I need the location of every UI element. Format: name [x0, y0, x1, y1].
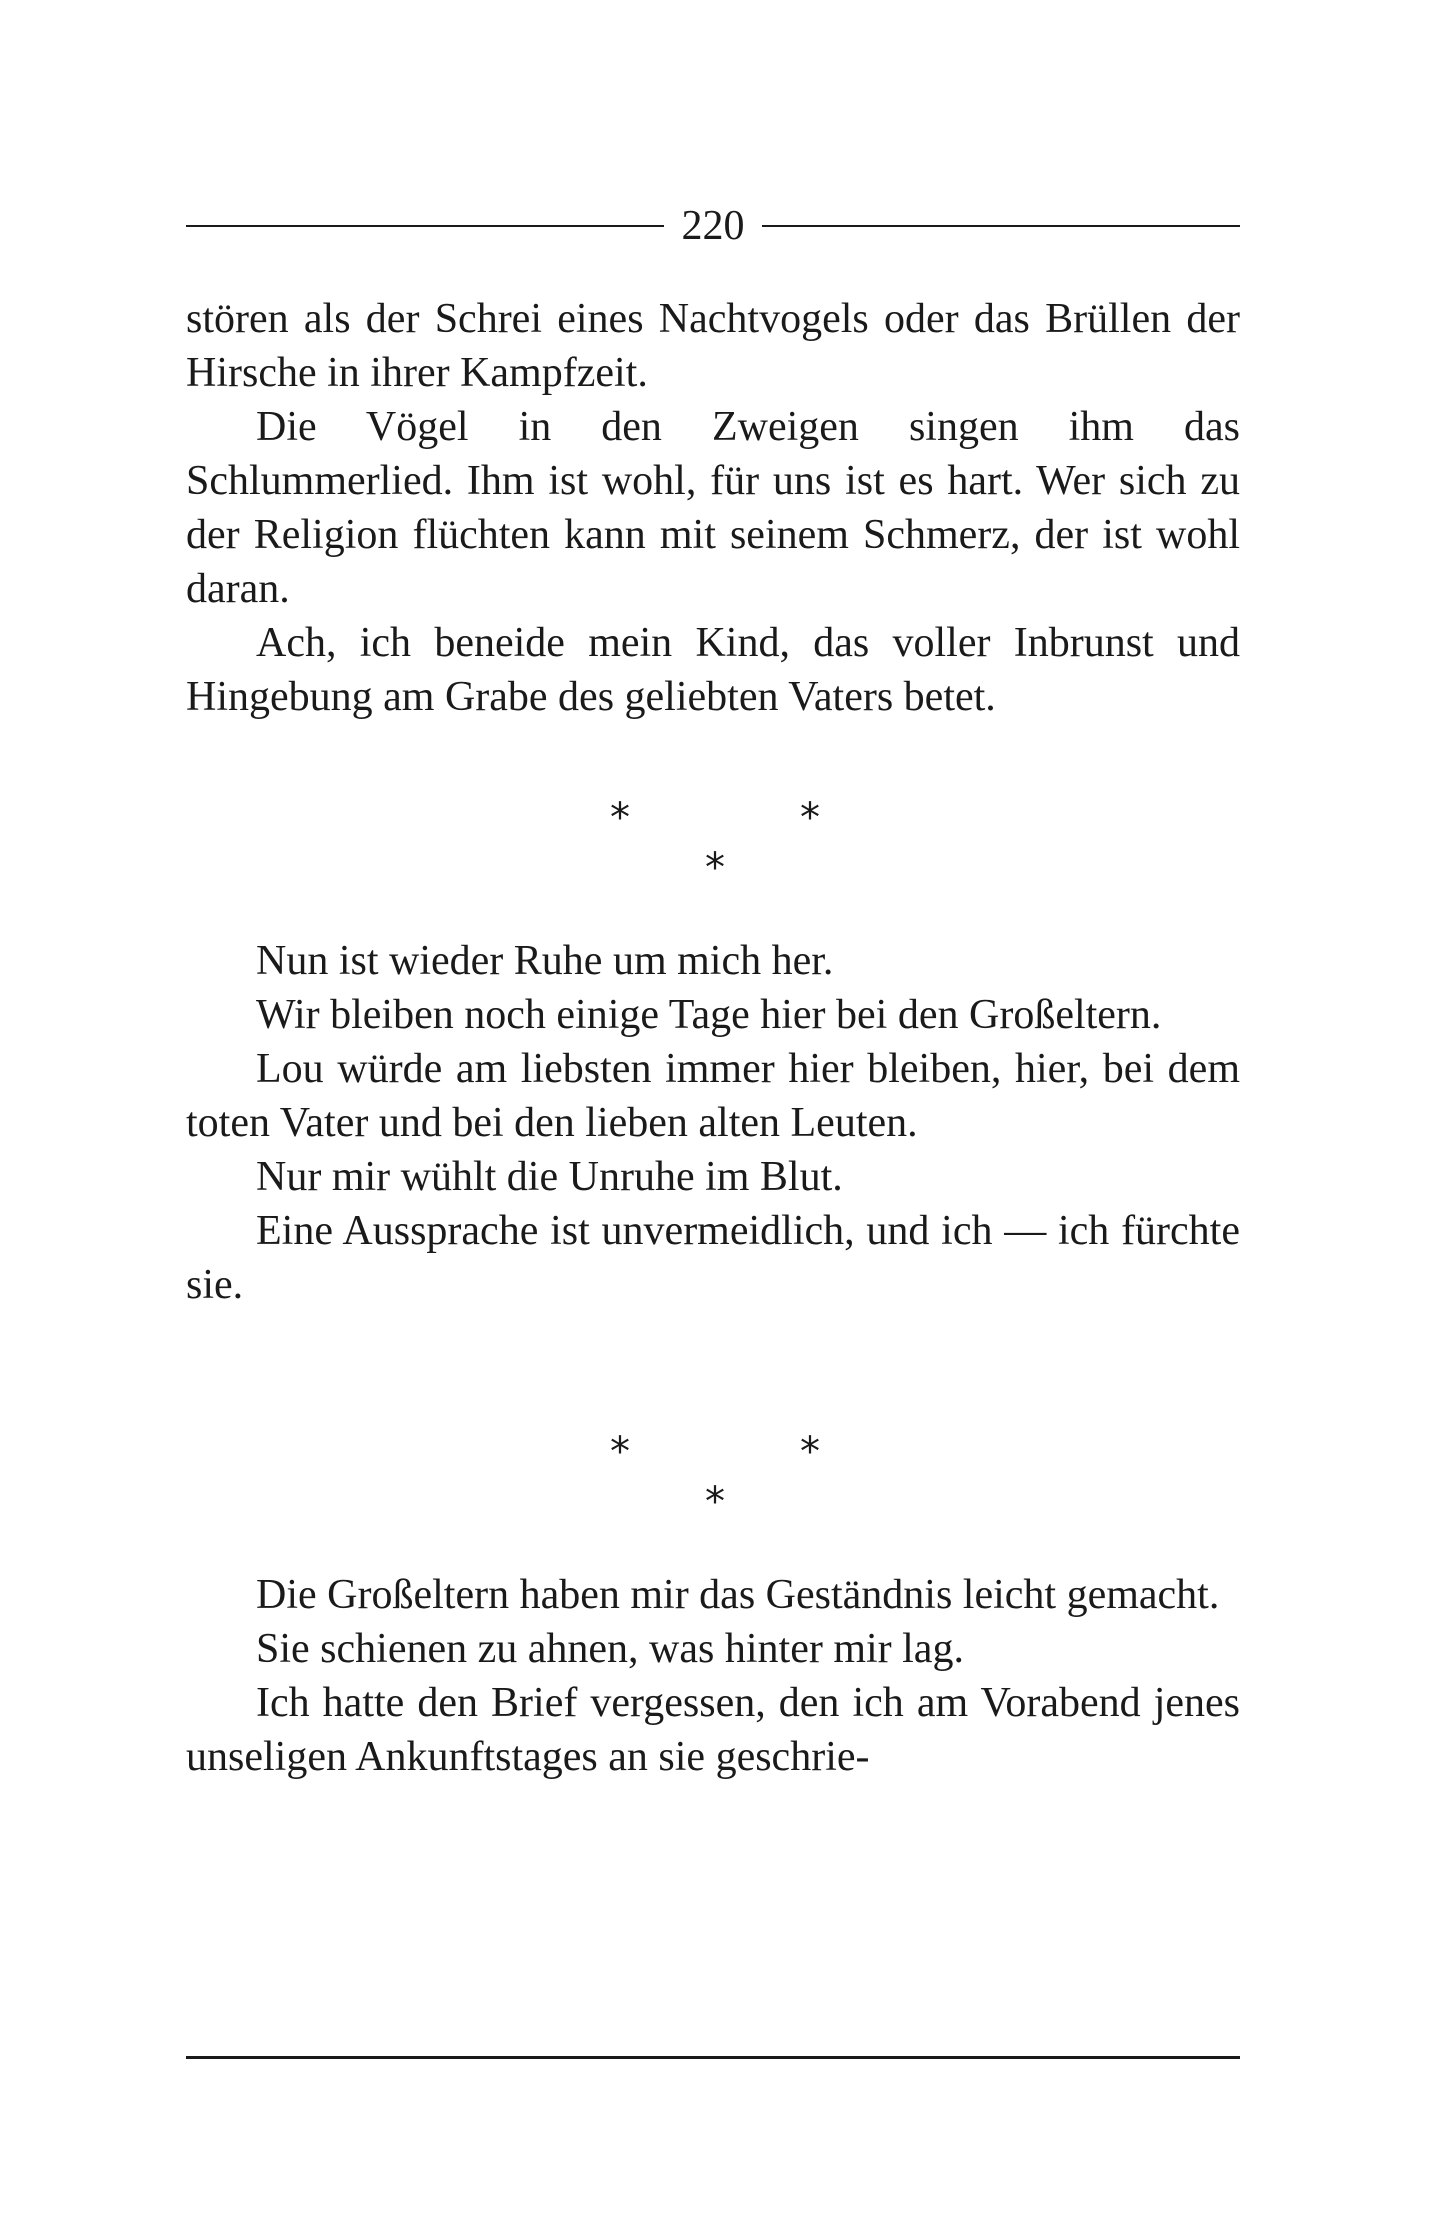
paragraph: Sie schienen zu ahnen, was hinter mir lag.: [256, 1626, 964, 1672]
paragraph: Nun ist wieder Ruhe um mich her.: [256, 938, 834, 984]
page-number: 220: [681, 203, 745, 249]
paragraph: Ich hatte den Brief vergessen, den ich am Vorabend jenes unseligen Ankunftstages an sie geschrie-: [186, 1680, 1240, 1780]
asterisk: *: [705, 845, 725, 891]
paragraph: Wir bleiben noch einige Tage hier bei den Großeltern.: [256, 992, 1162, 1038]
header-rule-right: [762, 225, 1240, 227]
text-section-3: [186, 1568, 1240, 1784]
paragraph: Eine Aussprache ist unvermeidlich, und ich — ich fürchte sie.: [186, 1208, 1240, 1308]
paragraph: Ach, ich beneide mein Kind, das voller Inbrunst und Hingebung am Grabe des geliebten Vaters betet.: [186, 620, 1240, 720]
asterisk: *: [705, 1479, 725, 1525]
asterisk: *: [800, 1429, 820, 1475]
paragraph: Lou würde am liebsten immer hier bleiben, hier, bei dem toten Vater und bei den lieben alten Leuten.: [186, 1046, 1240, 1146]
text-section-2: [186, 934, 1240, 1312]
text-section-1: [186, 292, 1240, 724]
asterisk: *: [610, 1429, 630, 1475]
asterisk: *: [800, 795, 820, 841]
paragraph: Nur mir wühlt die Unruhe im Blut.: [256, 1154, 843, 1200]
paragraph: Die Vögel in den Zweigen singen ihm das Schlummerlied. Ihm ist wohl, für uns ist es hart. Wer sich zu der Religion flüchten kann mit seinem Schmerz, der ist wohl daran.: [186, 404, 1240, 612]
section-separator-1: [540, 795, 900, 908]
asterisk: *: [610, 795, 630, 841]
page-header: [186, 196, 1240, 256]
section-separator-2: [540, 1429, 900, 1542]
paragraph: Die Großeltern haben mir das Geständnis leicht gemacht.: [256, 1572, 1220, 1618]
paragraph: stören als der Schrei eines Nachtvogels oder das Brüllen der Hirsche in ihrer Kampfzeit.: [186, 296, 1240, 396]
footer-rule: [186, 2056, 1240, 2059]
